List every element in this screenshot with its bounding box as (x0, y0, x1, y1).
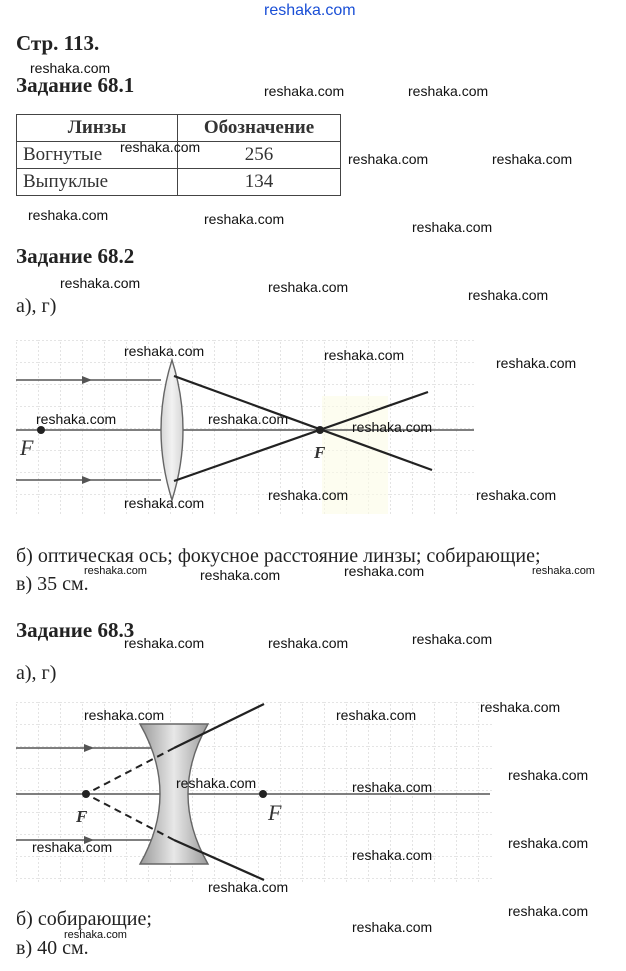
focus-left-label: F (76, 807, 88, 826)
watermark: reshaka.com (496, 355, 577, 371)
task-68-3-title: Задание 68.3 (16, 618, 135, 642)
watermark: reshaka.com (492, 151, 573, 167)
watermark: reshaka.com (352, 919, 433, 935)
watermark: reshaka.com (508, 903, 589, 919)
row-concave-value: 256 (178, 142, 341, 169)
watermark: reshaka.com (476, 487, 557, 503)
watermark: reshaka.com (84, 707, 165, 723)
watermark: reshaka.com (124, 343, 205, 359)
watermark: reshaka.com (200, 567, 281, 583)
focus-right-label: F (314, 443, 326, 462)
watermark: reshaka.com (120, 139, 201, 155)
lens-table (16, 114, 341, 196)
focus-left-point (37, 426, 45, 434)
focus-right-point (316, 426, 324, 434)
watermark: reshaka.com (264, 83, 345, 99)
watermark: reshaka.com (32, 839, 113, 855)
focus-left-label: F (20, 435, 34, 460)
watermark: reshaka.com (508, 767, 589, 783)
row-convex-value: 134 (178, 169, 341, 196)
watermark: reshaka.com (64, 929, 127, 941)
watermark: reshaka.com (324, 347, 405, 363)
header-designation: Обозначение (178, 115, 341, 142)
watermark: reshaka.com (348, 151, 429, 167)
watermark: reshaka.com (208, 411, 289, 427)
header-lenses: Линзы (17, 115, 178, 142)
watermark: reshaka.com (268, 279, 349, 295)
watermark: reshaka.com (60, 275, 141, 291)
task-68-2-answer-b: б) оптическая ось; фокусное расстояние линзы; собирающие; (16, 545, 541, 567)
watermark: reshaka.com (508, 835, 589, 851)
task-68-3-answer-c: в) 40 см. (16, 937, 89, 959)
watermark: reshaka.com (352, 419, 433, 435)
watermark: reshaka.com (480, 699, 561, 715)
watermark: reshaka.com (532, 565, 595, 577)
task-68-2-title: Задание 68.2 (16, 244, 135, 268)
table-row (17, 169, 341, 196)
watermark: reshaka.com (176, 775, 257, 791)
watermark: reshaka.com (208, 879, 289, 895)
task-68-1-title: Задание 68.1 (16, 73, 135, 97)
focus-right-point (259, 790, 267, 798)
watermark: reshaka.com (344, 563, 425, 579)
task-68-3-answer-a: а), г) (16, 662, 57, 684)
watermark: reshaka.com (468, 287, 549, 303)
watermark: reshaka.com (124, 635, 205, 651)
watermark: reshaka.com (412, 631, 493, 647)
watermark: reshaka.com (28, 207, 109, 223)
row-concave-name: Вогнутые (17, 142, 178, 169)
watermark: reshaka.com (352, 847, 433, 863)
watermark: reshaka.com (30, 60, 111, 76)
watermark: reshaka.com (408, 83, 489, 99)
watermark: reshaka.com (36, 411, 117, 427)
watermark: reshaka.com (336, 707, 417, 723)
focus-left-point (82, 790, 90, 798)
watermark: reshaka.com (412, 219, 493, 235)
watermark: reshaka.com (84, 565, 147, 577)
watermark: reshaka.com (268, 487, 349, 503)
watermark: reshaka.com (352, 779, 433, 795)
watermark: reshaka.com (124, 495, 205, 511)
focus-right-label: F (268, 800, 282, 825)
page-label: Стр. 113. (16, 31, 100, 55)
watermark: reshaka.com (204, 211, 285, 227)
task-68-2-answer-c: в) 35 см. (16, 573, 89, 595)
table-header-row (17, 115, 341, 142)
top-watermark[interactable]: reshaka.com (264, 2, 356, 19)
task-68-3-answer-b: б) собирающие; (16, 908, 152, 930)
row-convex-name: Выпуклые (17, 169, 178, 196)
task-68-2-answer-a: а), г) (16, 295, 57, 317)
watermark: reshaka.com (268, 635, 349, 651)
